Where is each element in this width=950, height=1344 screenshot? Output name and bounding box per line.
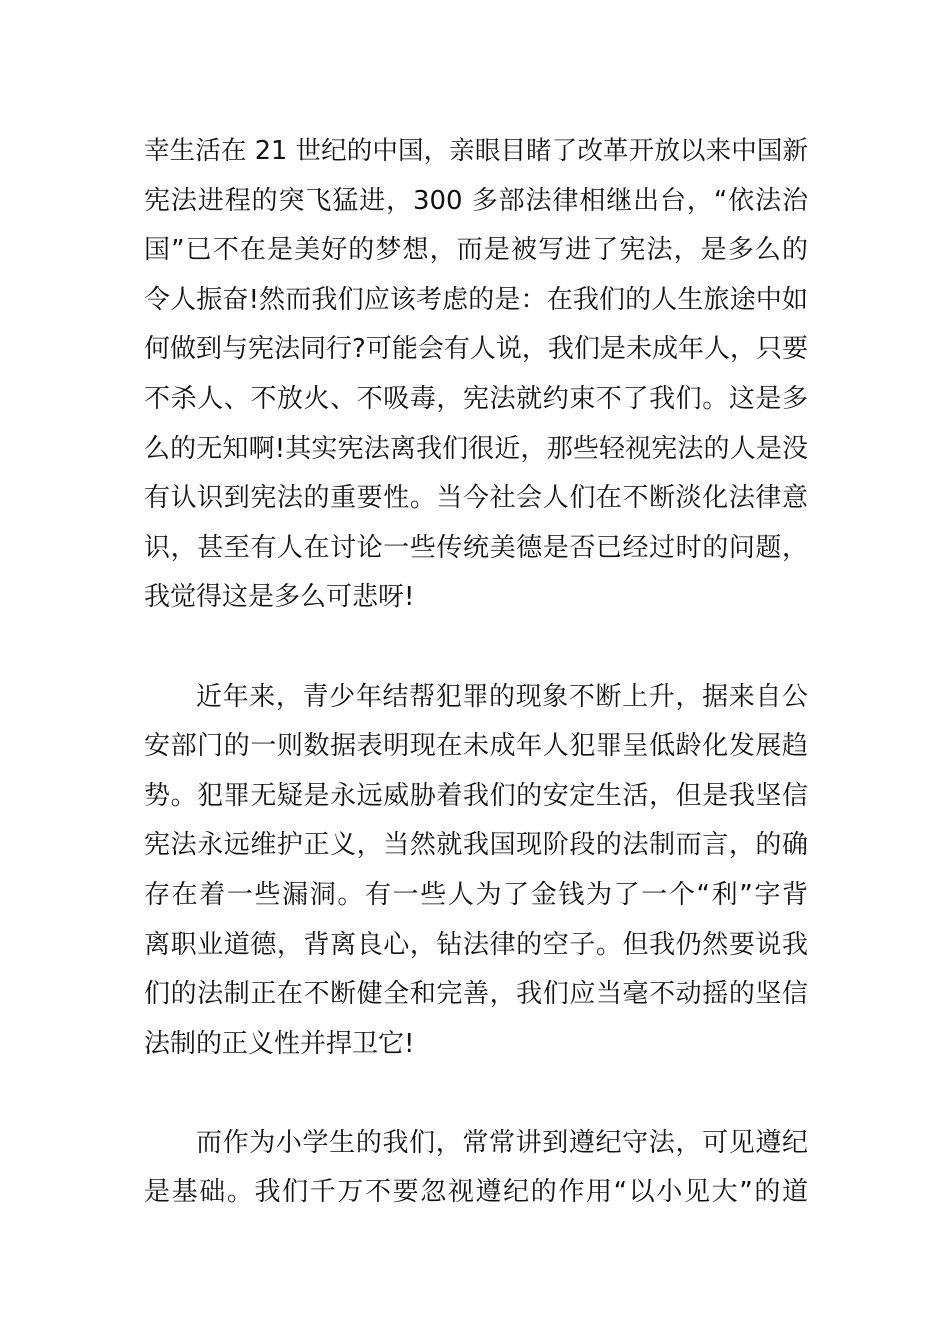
paragraph-gap [144,623,808,673]
text-line: 近年来，青少年结帮犯罪的现象不断上升，据来自公 [196,681,808,712]
text-line: 国”已不在是美好的梦想，而是被写进了宪法，是多么的 [144,235,808,266]
paragraph-1 [144,127,808,623]
paragraph-3 [144,1119,808,1218]
text-line: 安部门的一则数据表明现在未成年人犯罪呈低龄化发展趋 [144,731,808,762]
paragraph-gap [144,1069,808,1119]
text-line: 识，甚至有人在讨论一些传统美德是否已经过时的问题， [144,532,808,563]
text-line: 我觉得这是多么可悲呀! [144,582,415,613]
text-line: 势。犯罪无疑是永远威胁着我们的安定生活，但是我坚信 [144,780,808,811]
text-line: 宪法永远维护正义，当然就我国现阶段的法制而言，的确 [144,830,808,861]
text-line: 法制的正义性并捍卫它! [144,1028,415,1059]
text-line: 离职业道德，背离良心，钻法律的空子。但我仍然要说我 [144,929,808,960]
text-line: 幸生活在 21 世纪的中国，亲眼目睹了改革开放以来中国新 [144,136,808,166]
text-line: 么的无知啊!其实宪法离我们很近，那些轻视宪法的人是没 [144,433,808,464]
text-line: 宪法进程的突飞猛进，300 多部法律相继出台，“依法治 [144,185,808,216]
paragraph-2 [144,673,808,1070]
text-line: 何做到与宪法同行?可能会有人说，我们是未成年人，只要 [144,334,808,365]
text-line: 存在着一些漏洞。有一些人为了金钱为了一个“利”字背 [144,879,808,910]
text-line: 是基础。我们千万不要忽视遵纪的作用“以小见大”的道 [144,1177,808,1208]
document-body [144,127,808,1218]
text-line: 有认识到宪法的重要性。当今社会人们在不断淡化法律意 [144,483,808,514]
text-line: 们的法制正在不断健全和完善，我们应当毫不动摇的坚信 [144,979,808,1010]
text-line: 而作为小学生的我们，常常讲到遵纪守法，可见遵纪 [196,1127,808,1158]
text-line: 令人振奋!然而我们应该考虑的是：在我们的人生旅途中如 [144,284,808,315]
text-line: 不杀人、不放火、不吸毒，宪法就约束不了我们。这是多 [144,383,808,414]
